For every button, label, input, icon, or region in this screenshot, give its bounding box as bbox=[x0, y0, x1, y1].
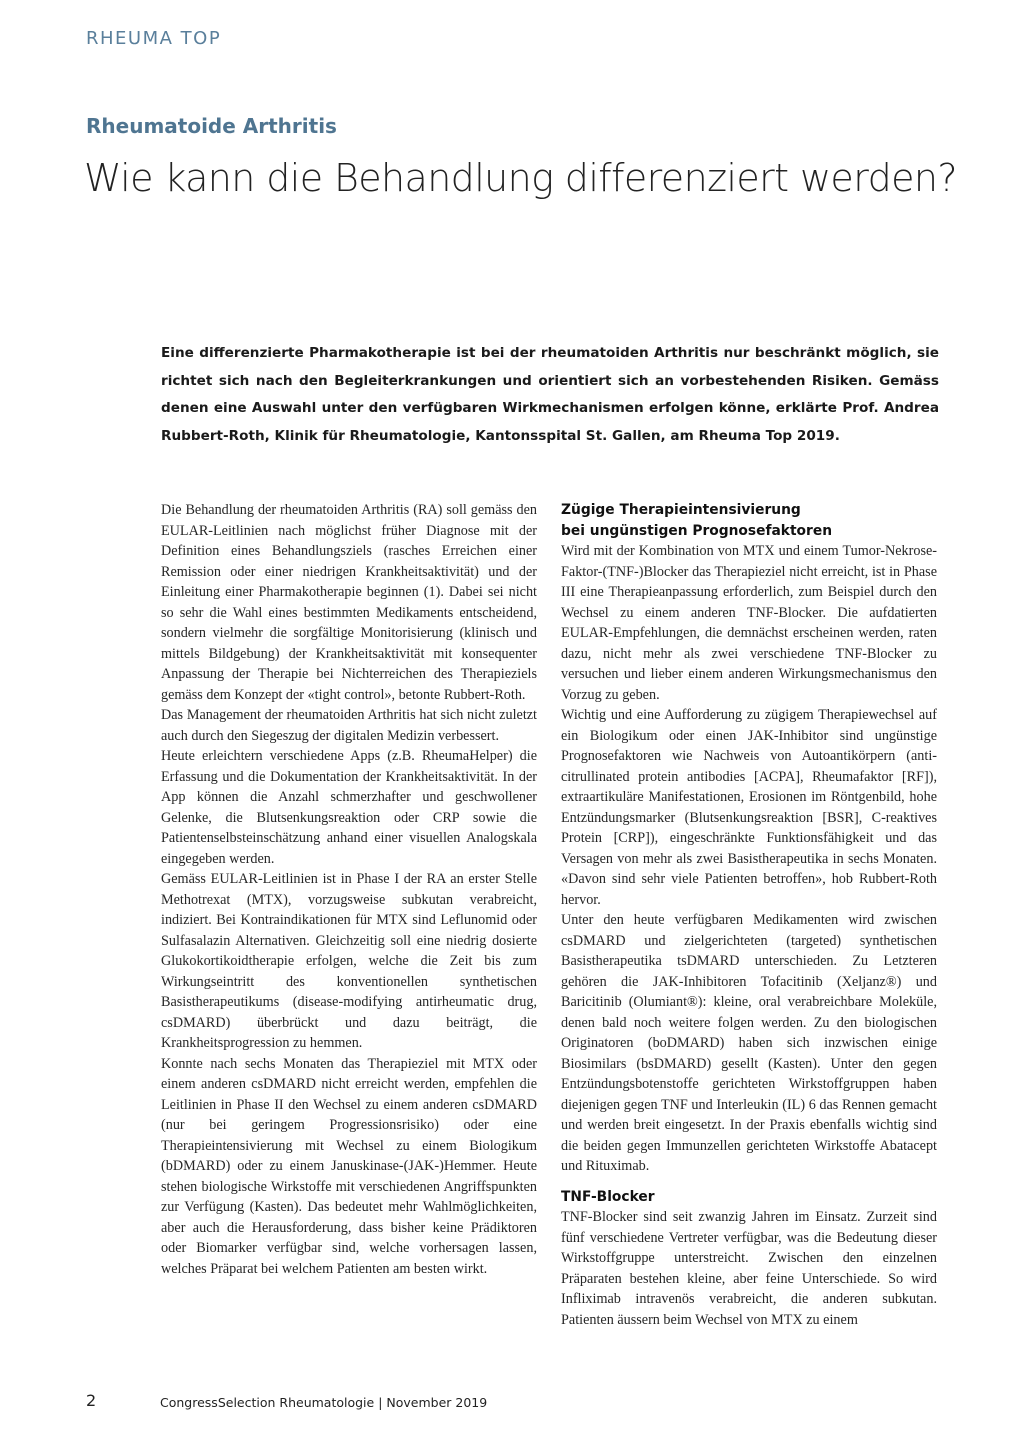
body-paragraph: Heute erleichtern verschiedene Apps (z.B. RheumaHelper) die Erfassung und die Dokumentation der Krankheitsaktivität. In der App können die Anzahl schmerzhafter und geschwollener Gelenke, die Blutsenkungsreaktion oder CRP sowie die Patientenselbsteinschätzung anhand einer visuellen Analogskala eingegeben werden. bbox=[161, 748, 537, 867]
subheading-therapy-intensification bbox=[561, 500, 937, 541]
subheading-tnf-blocker: TNF-Blocker bbox=[561, 1188, 655, 1205]
left-column bbox=[161, 500, 537, 1279]
body-paragraph: Gemäss EULAR-Leitlinien ist in Phase I der RA an erster Stelle Methotrexat (MTX), vorzugsweise subkutan verabreicht, indiziert. Bei Kontraindikationen für MTX sind Leflunomid oder Sulfasalazin Alternativen. Gleichzeitig soll eine niedrig dosierte Glukokortikoidtherapie erfolgen, welche die Zeit bis zum Wirkungseintritt des konventionellen synthetischen Basistherapeutikums (disease-modifying antirheumatic drug, csDMARD) überbrückt und dazu beiträgt, die Krankheitsprogression zu hemmen. bbox=[161, 871, 537, 1051]
subheading-line: bei ungünstigen Prognosefaktoren bbox=[561, 522, 833, 539]
body-paragraph: Konnte nach sechs Monaten das Therapieziel mit MTX oder einem anderen csDMARD nicht erreicht werden, empfehlen die Leitlinien in Phase II den Wechsel zu einem anderen csDMARD (nur bei geringem Progressionsrisiko) oder eine Therapieintensivierung mit Wechsel zu einem Biologikum (bDMARD) oder zu einem Januskinase-(JAK-)Hemmer. Heute stehen biologische Wirkstoffe mit verschiedenen Angriffspunkten zur Verfügung (Kasten). Das bedeutet mehr Wahlmöglichkeiten, aber auch die Herausforderung, dass bisher keine Prädiktoren oder Biomarker verfügbar sind, welche vorhersagen lassen, welches Präparat bei welchem Patienten am besten wirkt. bbox=[161, 1055, 537, 1277]
body-paragraph: Unter den heute verfügbaren Medikamenten wird zwischen csDMARD und zielgerichteten (targeted) synthetischen Basistherapeutika tsDMARD unterschieden. Zu Letzteren gehören die JAK-Inhibitoren Tofacitinib (Xeljanz®) und Baricitinib (Olumiant®): kleine, oral verabreichbare Moleküle, denen bald noch weitere folgen werden. Zu den biologischen Originatoren (boDMARD) haben sich inzwischen einige Biosimilars (bsDMARD) gesellt (Kasten). Unter den gegen Entzündungsbotenstoffe gerichteten Wirkstoffgruppen haben diejenigen gegen TNF und Interleukin (IL) 6 das Rennen gemacht und werden breit eingesetzt. In der Praxis ebenfalls wichtig sind die beiden gegen Immunzellen gerichteten Wirkstoffe Abatacept und Rituximab. bbox=[561, 912, 937, 1174]
page-number: 2 bbox=[86, 1391, 97, 1410]
article-lead: Eine differenzierte Pharmakotherapie ist bei der rheumatoiden Arthritis nur beschränkt möglich, sie richtet sich nach den Begleiterkrankungen und orientiert sich an vorbestehenden Risiken. Gemäss denen eine Auswahl unter den verfügbaren Wirkmechanismen erfolgen könne, erklärte Prof. Andrea Rubbert-Roth, Klinik für Rheumatologie, Kantonsspital St. Gallen, am Rheuma Top 2019. bbox=[161, 345, 939, 444]
subheading-line: Zügige Therapieintensivierung bbox=[561, 502, 801, 518]
section-label: RHEUMA TOP bbox=[86, 28, 222, 49]
body-paragraph: Das Management der rheumatoiden Arthritis hat sich nicht zuletzt auch durch den Siegeszug der digitalen Medizin verbessert. bbox=[161, 707, 537, 744]
body-paragraph: TNF-Blocker sind seit zwanzig Jahren im Einsatz. Zurzeit sind fünf verschiedene Vertreter verfügbar, was die Bedeutung dieser Wirkstoffgruppe unterstreicht. Zwischen den einzelnen Präparaten bestehen kleine, aber feine Unterschiede. So wird Infliximab intravenös verabreicht, die anderen subkutan. Patienten äussern beim Wechsel von MTX zu einem bbox=[561, 1209, 937, 1328]
article-kicker: Rheumatoide Arthritis bbox=[86, 114, 337, 138]
body-paragraph: Wichtig und eine Aufforderung zu zügigem Therapiewechsel auf ein Biologikum oder einen JAK-Inhibitor sind ungünstige Prognosefaktoren wie Nachweis von Autoantikörpern (anti-citrullinated protein antibodies [ACPA], Rheumafaktor [RF]), extraartikuläre Manifestationen, Erosionen im Röntgenbild, hohe Entzündungsmarker (Blutsenkungsreaktion [BSR], C-reaktives Protein [CRP]), eingeschränkte Funktionsfähigkeit und das Versagen von mehr als zwei Basistherapeutika in sechs Monaten. «Davon sind sehr viele Patienten betroffen», hob Rubbert-Roth hervor. bbox=[561, 707, 937, 908]
article-title: Wie kann die Behandlung differenziert werden? bbox=[84, 156, 957, 200]
right-column bbox=[561, 500, 937, 1330]
footer-publication: CongressSelection Rheumatologie | November 2019 bbox=[160, 1395, 488, 1410]
body-paragraph: Die Behandlung der rheumatoiden Arthritis (RA) soll gemäss den EULAR-Leitlinien nach möglichst früher Diagnose mit der Definition eines Behandlungsziels (rasches Erreichen einer Remission oder einer niedrigen Krankheitsaktivität) und der Einleitung einer Pharmakotherapie beginnen (1). Dabei sei nicht so sehr die Wahl eines bestimmten Medikaments entscheidend, sondern vielmehr die sorgfältige Monitorisierung (klinisch und mittels Bildgebung) der Krankheitsaktivität mit konsequenter Anpassung der Therapie bei Nichterreichen des Therapieziels gemäss dem Konzept der «tight control», betonte Rubbert-Roth. bbox=[161, 502, 537, 703]
body-paragraph: Wird mit der Kombination von MTX und einem Tumor-Nekrose-Faktor-(TNF-)Blocker das Therapieziel nicht erreicht, ist in Phase III eine Therapieanpassung erforderlich, zum Beispiel durch den Wechsel zu einem anderen TNF-Blocker. Die aufdatierten EULAR-Empfehlungen, die demnächst erscheinen werden, raten dazu, nicht mehr als zwei verschiedene TNF-Blocker zu versuchen und lieber einem anderen Wirkungsmechanismus den Vorzug zu geben. bbox=[561, 543, 937, 703]
